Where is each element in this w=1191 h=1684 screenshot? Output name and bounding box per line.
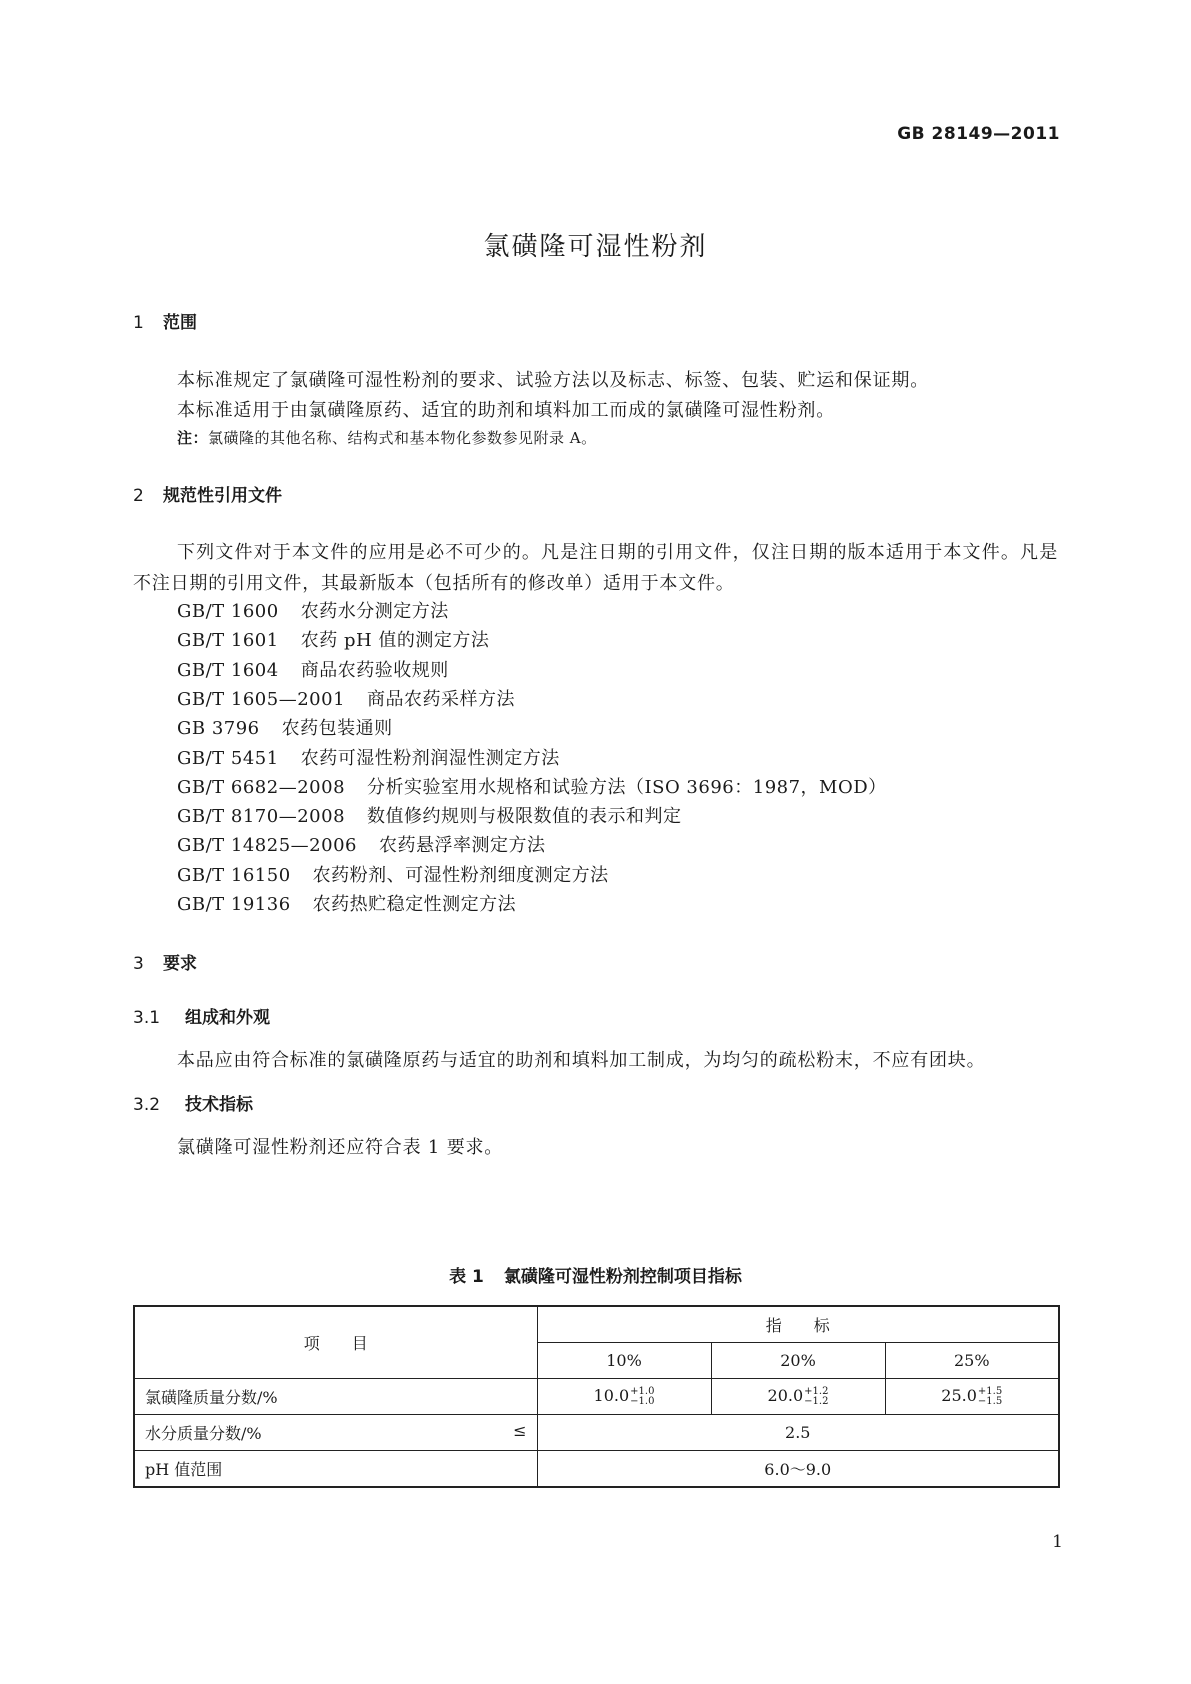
reference-code: GB/T 8170—2008 xyxy=(177,806,346,827)
reference-item xyxy=(177,890,516,916)
section-3-heading xyxy=(133,949,197,974)
reference-title: 数值修约规则与极限数值的表示和判定 xyxy=(367,806,682,827)
cell-value: 20.0 xyxy=(767,1386,804,1406)
paragraph: 下列文件对于本文件的应用是必不可少的。凡是注日期的引用文件，仅注日期的版本适用于本文件。凡是不注日期的引用文件，其最新版本（包括所有的修改单）适用于本文件。 xyxy=(133,542,1058,594)
table-number: 表 1 xyxy=(449,1267,484,1287)
paragraph: 氯磺隆可湿性粉剂还应符合表 1 要求。 xyxy=(177,1137,504,1158)
reference-item xyxy=(177,773,887,799)
column-header: 25% xyxy=(885,1343,1059,1379)
reference-code: GB/T 1600 xyxy=(177,601,279,622)
section-number: 1 xyxy=(133,313,144,333)
section-1-heading xyxy=(133,308,197,333)
section-title: 要求 xyxy=(163,954,197,974)
tolerance-plus: +1.2 xyxy=(804,1385,829,1397)
reference-title: 农药可湿性粉剂润湿性测定方法 xyxy=(300,748,560,769)
table-row xyxy=(134,1379,1059,1415)
note xyxy=(177,427,597,448)
document-title: 氯磺隆可湿性粉剂 xyxy=(483,232,708,262)
section-title: 范围 xyxy=(163,313,197,333)
tolerance-plus: +1.0 xyxy=(630,1385,655,1397)
subsection-3-1-heading xyxy=(133,1003,270,1028)
reference-code: GB/T 16150 xyxy=(177,865,291,886)
section-title: 规范性引用文件 xyxy=(163,486,282,506)
subsection-title: 组成和外观 xyxy=(185,1008,270,1028)
reference-code: GB/T 14825—2006 xyxy=(177,835,357,856)
table-cell xyxy=(711,1379,885,1415)
reference-item xyxy=(177,861,609,887)
reference-title: 农药粉剂、可湿性粉剂细度测定方法 xyxy=(312,865,609,886)
column-header: 10% xyxy=(537,1343,711,1379)
paragraph: 本标准适用于由氯磺隆原药、适宜的助剂和填料加工而成的氯磺隆可湿性粉剂。 xyxy=(177,400,835,421)
tolerance xyxy=(978,1387,1002,1407)
note-text: 氯磺隆的其他名称、结构式和基本物化参数参见附录 A。 xyxy=(208,429,597,447)
reference-title: 农药 pH 值的测定方法 xyxy=(300,630,490,651)
reference-code: GB/T 1601 xyxy=(177,630,279,651)
reference-code: GB/T 19136 xyxy=(177,894,291,915)
row-label: pH 值范围 xyxy=(134,1451,537,1488)
tolerance xyxy=(804,1387,828,1407)
header-index: 指 标 xyxy=(537,1306,1059,1343)
reference-title: 商品农药验收规则 xyxy=(300,660,449,681)
reference-code: GB/T 1605—2001 xyxy=(177,689,346,710)
reference-title: 农药水分测定方法 xyxy=(300,601,449,622)
spec-table xyxy=(133,1305,1060,1488)
section-2-heading xyxy=(133,481,282,506)
reference-item xyxy=(177,831,545,857)
section-number: 2 xyxy=(133,486,144,506)
reference-title: 商品农药采样方法 xyxy=(367,689,516,710)
paragraph: 本品应由符合标准的氯磺隆原药与适宜的助剂和填料加工制成，为均匀的疏松粉末，不应有团块。 xyxy=(177,1050,986,1071)
reference-title: 农药包装通则 xyxy=(281,718,393,739)
table-cell: 6.0～9.0 xyxy=(537,1451,1059,1488)
table-caption xyxy=(0,1262,1191,1287)
row-label-text: 水分质量分数/% xyxy=(145,1424,262,1443)
row-label xyxy=(134,1415,537,1451)
reference-item xyxy=(177,802,682,828)
table-row xyxy=(134,1415,1059,1451)
subsection-title: 技术指标 xyxy=(185,1095,253,1115)
reference-title: 农药热贮稳定性测定方法 xyxy=(312,894,517,915)
table-row xyxy=(134,1451,1059,1488)
page-number: 1 xyxy=(1052,1532,1063,1552)
reference-item xyxy=(177,656,449,682)
reference-item xyxy=(177,685,515,711)
tolerance-minus: −1.5 xyxy=(977,1395,1003,1407)
subsection-3-2-heading xyxy=(133,1090,253,1115)
comparator: ≤ xyxy=(513,1421,527,1440)
reference-title: 分析实验室用水规格和试验方法（ISO 3696：1987，MOD） xyxy=(367,777,887,798)
reference-code: GB 3796 xyxy=(177,718,260,739)
subsection-number: 3.1 xyxy=(133,1008,161,1028)
reference-item xyxy=(177,744,560,770)
table-title: 氯磺隆可湿性粉剂控制项目指标 xyxy=(503,1267,742,1287)
table-cell xyxy=(885,1379,1059,1415)
header-item: 项 目 xyxy=(134,1306,537,1379)
cell-value: 10.0 xyxy=(593,1386,630,1406)
reference-item xyxy=(177,626,489,652)
standard-code: GB 28149—2011 xyxy=(897,124,1060,144)
paragraph: 本标准规定了氯磺隆可湿性粉剂的要求、试验方法以及标志、标签、包装、贮运和保证期。 xyxy=(177,370,929,391)
tolerance xyxy=(630,1387,654,1407)
cell-value: 25.0 xyxy=(941,1386,977,1406)
tolerance-plus: +1.5 xyxy=(977,1385,1003,1397)
column-header: 20% xyxy=(711,1343,885,1379)
table-cell xyxy=(537,1379,711,1415)
row-label: 氯磺隆质量分数/% xyxy=(134,1379,537,1415)
subsection-number: 3.2 xyxy=(133,1095,161,1115)
reference-code: GB/T 6682—2008 xyxy=(177,777,346,798)
reference-title: 农药悬浮率测定方法 xyxy=(378,835,546,856)
reference-item xyxy=(177,714,393,740)
reference-code: GB/T 5451 xyxy=(177,748,279,769)
tolerance-minus: −1.0 xyxy=(630,1395,655,1407)
section-number: 3 xyxy=(133,954,144,974)
table-cell: 2.5 xyxy=(537,1415,1059,1451)
reference-code: GB/T 1604 xyxy=(177,660,279,681)
table-header-row xyxy=(134,1306,1059,1343)
tolerance-minus: −1.2 xyxy=(804,1395,829,1407)
reference-item xyxy=(177,597,449,623)
note-label: 注： xyxy=(177,429,209,447)
